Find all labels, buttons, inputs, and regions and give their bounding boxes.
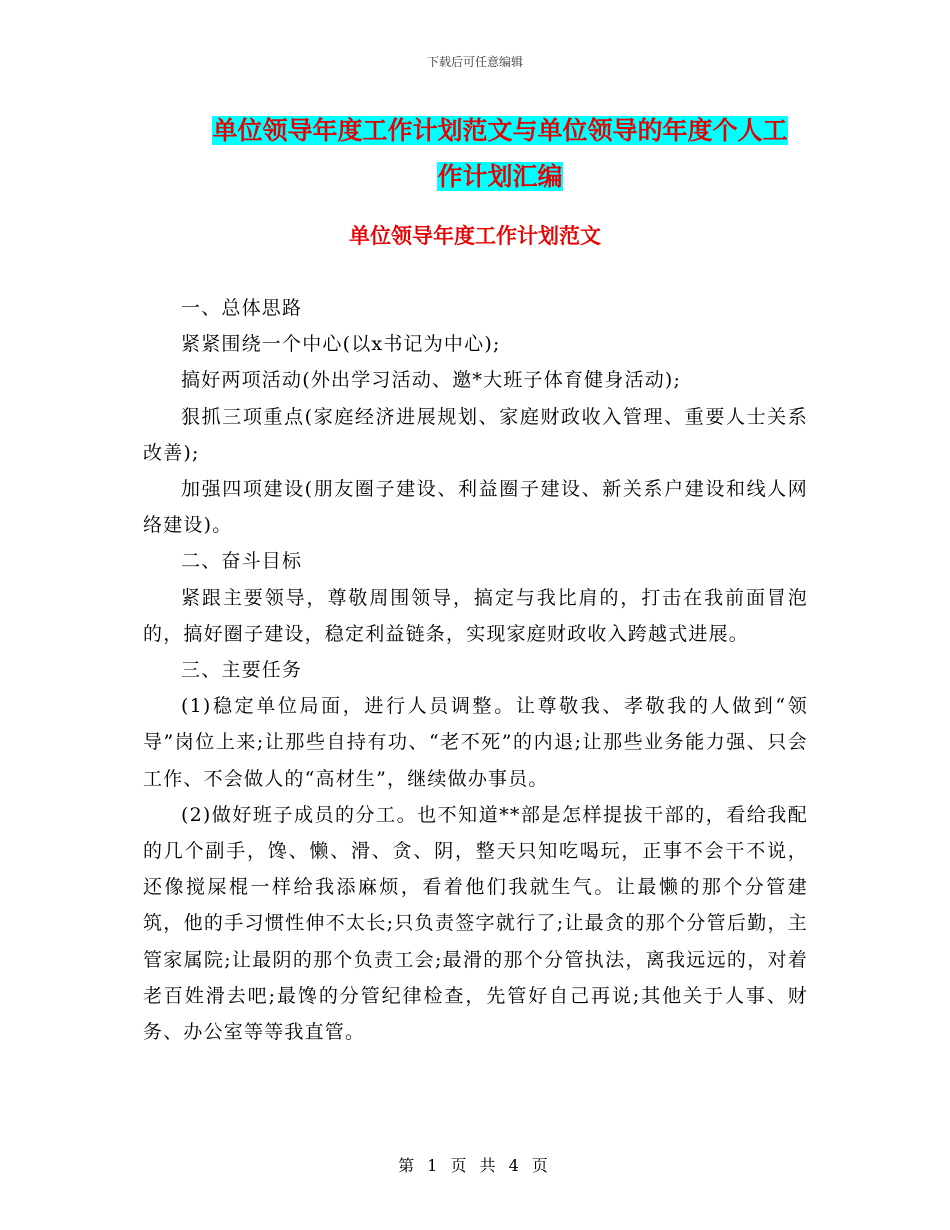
paragraph: 紧紧围绕一个中心(以x书记为中心); — [181, 333, 501, 356]
section-title: 单位领导年度工作计划范文 — [349, 224, 601, 248]
paragraph: 搞好两项活动(外出学习活动、邀*大班子体育健身活动); — [181, 369, 682, 392]
page-footer: 第 1 页 共 4 页 — [398, 1156, 552, 1175]
paragraph: 三、主要任务 — [181, 659, 303, 682]
document-title-line2: 作计划汇编 — [437, 162, 563, 191]
header-note: 下载后可任意编辑 — [426, 55, 523, 69]
paragraph: 狠抓三项重点(家庭经济进展规划、家庭财政收入管理、重要人士关系改善); — [143, 405, 808, 464]
document-title-line1: 单位领导年度工作计划范文与单位领导的年度个人工 — [212, 116, 788, 145]
document-body — [143, 290, 808, 1050]
paragraph: 二、奋斗目标 — [181, 550, 303, 573]
paragraph: 紧跟主要领导，尊敬周围领导，搞定与我比肩的，打击在我前面冒泡的，搞好圈子建设，稳定利益链条，实现家庭财政收入跨越式进展。 — [143, 586, 808, 645]
document-title — [150, 108, 850, 200]
paragraph: (1)稳定单位局面，进行人员调整。让尊敬我、孝敬我的人做到“领导”岗位上来;让那些自持有功、“老不死”的内退;让那些业务能力强、只会工作、不会做人的“高材生”，继续做办事员。 — [143, 695, 808, 790]
paragraph: 一、总体思路 — [181, 297, 303, 319]
paragraph: 加强四项建设(朋友圈子建设、利益圈子建设、新关系户建设和线人网络建设)。 — [143, 478, 808, 537]
paragraph: (2)做好班子成员的分工。也不知道**部是怎样提拔干部的，看给我配的几个副手，馋、懒、滑、贪、阴，整天只知吃喝玩，正事不会干不说，还像搅屎棍一样给我添麻烦，看着他们我就生气。让最懒的那个分管建筑，他的手习惯性伸不太长;只负责签字就行了;让最贪的那个分管后勤，主管家属院;让最阴的那个负责工会;最滑的那个分管执法，离我远远的，对着老百姓滑去吧;最馋的分管纪律检查，先管好自己再说;其他关于人事、财务、办公室等等我直管。 — [143, 803, 808, 1044]
